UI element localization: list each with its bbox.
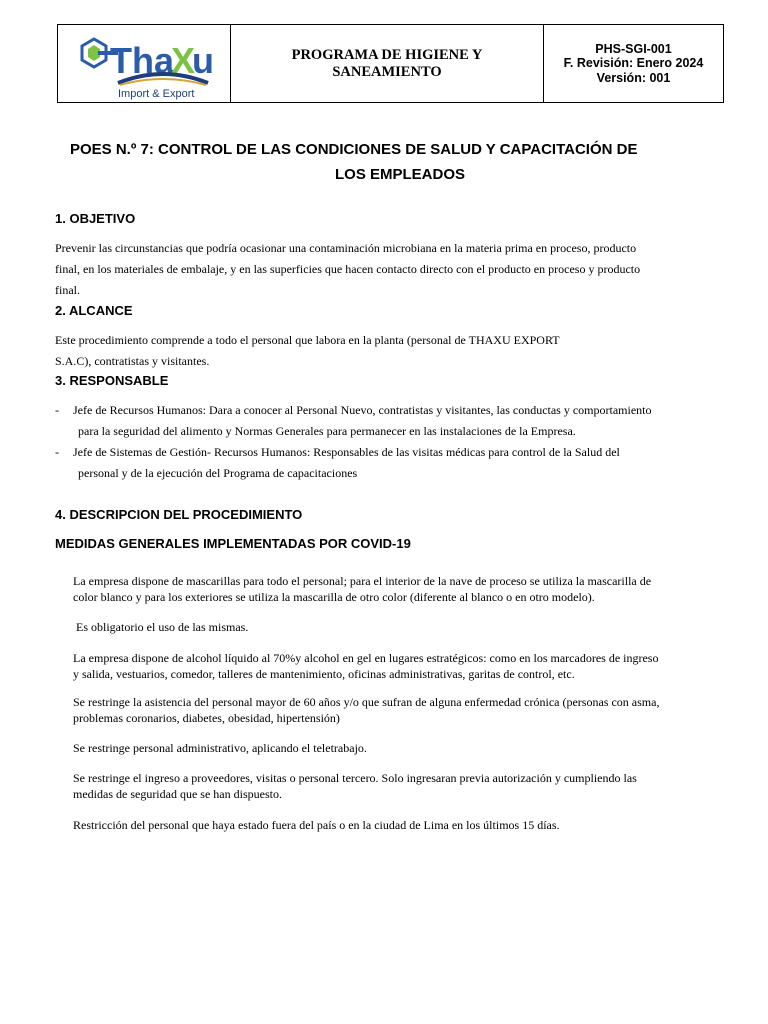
- para-line: Es obligatorio el uso de las mismas.: [73, 620, 249, 634]
- list-item: [55, 442, 715, 463]
- section-heading-alcance: 2. ALCANCE: [55, 303, 133, 318]
- logo-cell: [58, 25, 231, 102]
- para-line: Restricción del personal que haya estado fuera del país o en la ciudad de Lima en los últimos 15 días.: [73, 818, 560, 832]
- document-code: PHS-SGI-001: [595, 41, 672, 56]
- body-line: S.A.C), contratistas y visitantes.: [55, 354, 210, 368]
- measure-paragraph: [73, 818, 706, 834]
- measure-paragraph: [73, 651, 706, 682]
- list-item: [55, 400, 715, 421]
- body-line: final.: [55, 283, 80, 297]
- para-line: y salida, vestuarios, comedor, talleres de mantenimiento, oficinas administrativas, garitas de control, etc.: [73, 666, 575, 681]
- section-heading-descripcion: 4. DESCRIPCION DEL PROCEDIMIENTO: [55, 507, 303, 522]
- para-line: color blanco y para los exteriores se utiliza la mascarilla de otro color (diferente al blanco o en otro modelo).: [73, 589, 595, 604]
- measure-paragraph: [73, 620, 706, 636]
- page-title-line2: LOS EMPLEADOS: [334, 166, 465, 183]
- item-line: para la seguridad del alimento y Normas Generales para permanecer en las instalaciones de la Empresa.: [78, 424, 576, 438]
- item-line: Jefe de Sistemas de Gestión- Recursos Humanos: Responsables de las visitas médicas para control de la Salud del: [73, 445, 620, 459]
- revision-date: F. Revisión: Enero 2024: [563, 56, 704, 71]
- measure-paragraph: [73, 695, 706, 726]
- measure-paragraph: [73, 771, 706, 802]
- version: Versión: 001: [596, 70, 671, 85]
- para-line: La empresa dispone de alcohol líquido al 70%y alcohol en gel en lugares estratégicos: como en los marcadores de ingreso: [73, 651, 659, 665]
- section-body-objetivo: [55, 238, 715, 301]
- document-code-cell: [544, 25, 723, 102]
- section-body-alcance: [55, 330, 715, 372]
- program-title-line2: SANEAMIENTO: [332, 63, 442, 80]
- para-line: La empresa dispone de mascarillas para todo el personal; para el interior de la nave de proceso se utiliza la mascarilla de: [73, 574, 652, 588]
- subheading-covid: MEDIDAS GENERALES IMPLEMENTADAS POR COVID-19: [55, 536, 411, 551]
- section-heading-responsable: 3. RESPONSABLE: [55, 373, 169, 388]
- body-line: final, en los materiales de embalaje, y en las superficies que hacen contacto directo con el producto en proceso y producto: [55, 262, 641, 276]
- page-title-line1: POES N.º 7: CONTROL DE LAS CONDICIONES DE SALUD Y CAPACITACIÓN DE: [70, 141, 638, 158]
- item-line: personal y de la ejecución del Programa de capacitaciones: [78, 466, 358, 480]
- para-line: medidas de seguridad que se han dispuesto.: [73, 786, 282, 801]
- svg-text:X: X: [171, 40, 196, 81]
- para-line: Se restringe el ingreso a proveedores, visitas o personal tercero. Solo ingresaran previa autorización y cumpliendo las: [73, 771, 637, 785]
- item-line: Jefe de Recursos Humanos: Dara a conocer al Personal Nuevo, contratistas y visitantes, las conductas y comportamiento: [73, 403, 652, 417]
- body-line: Prevenir las circunstancias que podría ocasionar una contaminación microbiana en la materia prima en proceso, producto: [55, 241, 637, 255]
- para-line: problemas coronarios, diabetes, obesidad, hipertensión): [73, 710, 340, 725]
- para-line: Se restringe la asistencia del personal mayor de 60 años y/o que sufran de alguna enfermedad crónica (personas con asma,: [73, 695, 660, 709]
- measure-paragraph: [73, 741, 706, 757]
- company-logo: [68, 33, 218, 103]
- bullet-dash: -: [55, 403, 59, 417]
- logo-tagline: Import & Export: [118, 88, 195, 100]
- document-header: [57, 24, 724, 103]
- section-heading-objetivo: 1. OBJETIVO: [55, 211, 136, 226]
- svg-text:u: u: [192, 40, 214, 81]
- logo-wordmark: Tha: [110, 40, 175, 81]
- body-line: Este procedimiento comprende a todo el personal que labora en la planta (personal de THAXU EXPORT: [55, 333, 560, 347]
- bullet-dash: -: [55, 445, 59, 459]
- measure-paragraph: [73, 574, 706, 605]
- responsable-list: [55, 400, 715, 484]
- para-line: Se restringe personal administrativo, aplicando el teletrabajo.: [73, 741, 367, 755]
- program-title-cell: [231, 25, 544, 102]
- program-title-line1: PROGRAMA DE HIGIENE Y: [291, 46, 483, 63]
